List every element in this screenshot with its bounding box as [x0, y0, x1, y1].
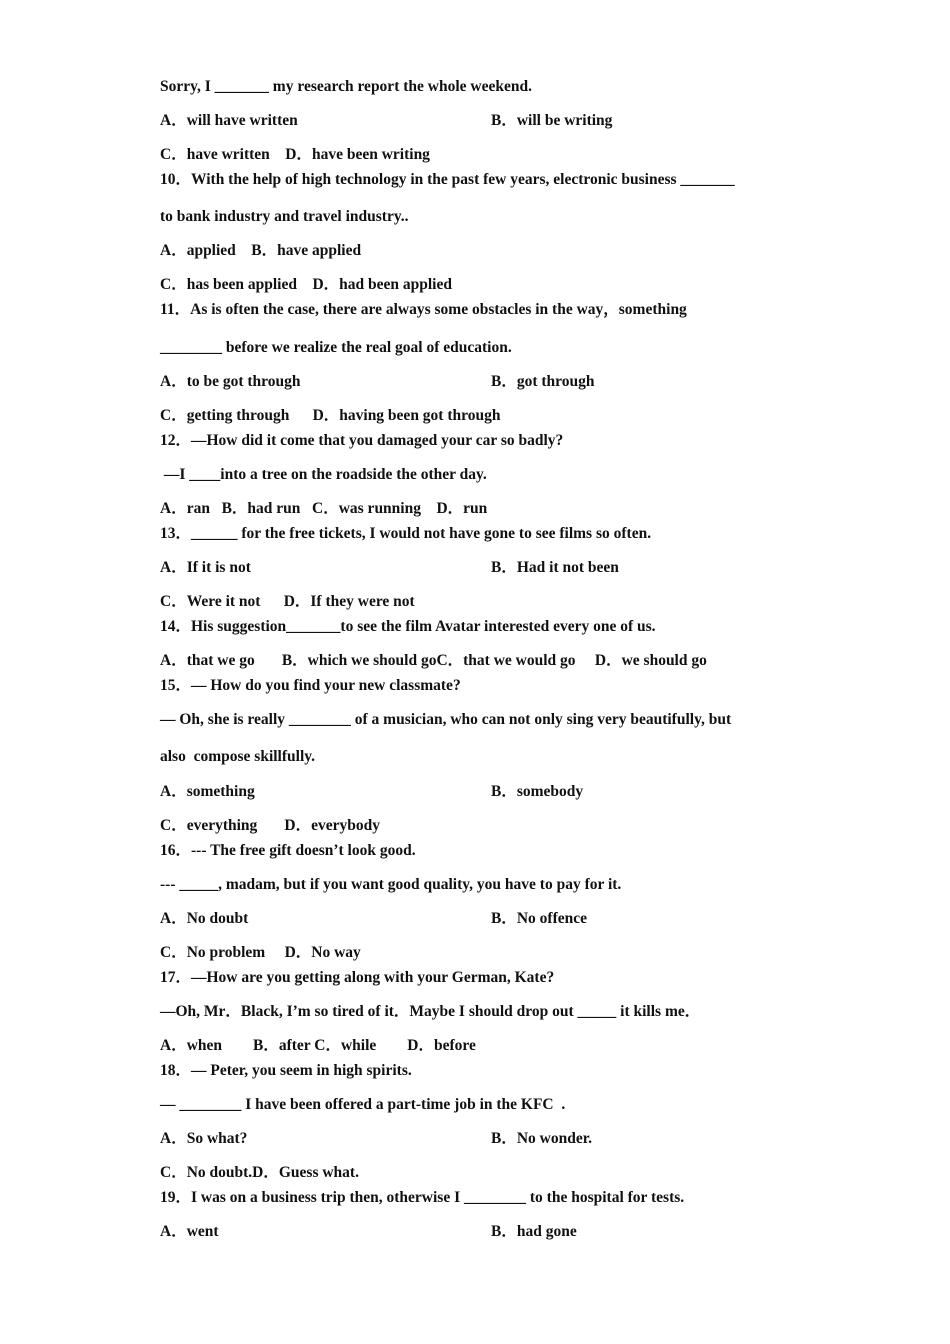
question-19-stem: 19．I was on a business trip then, otherwise I ________ to the hospital for tests. — [160, 1189, 685, 1206]
question-11-option-a: A．to be got through — [160, 373, 301, 390]
question-11-stem: 11．As is often the case, there are always some obstacles in the way，something — [160, 301, 687, 318]
question-16-stem: 16．--- The free gift doesn’t look good. — [160, 842, 416, 859]
question-11-stem-cont: ________ before we realize the real goal of education. — [160, 339, 512, 356]
question-11-options-cd: C．getting through D．having been got through — [160, 407, 501, 424]
question-14-options: A．that we go B．which we should goC．that we would go D．we should go — [160, 652, 707, 669]
question-13-option-a: A．If it is not — [160, 559, 251, 576]
question-15-option-b: B．somebody — [491, 783, 584, 800]
question-13-options-cd: C．Were it not D．If they were not — [160, 593, 415, 610]
question-16-option-a: A．No doubt — [160, 910, 249, 927]
question-18-option-a: A．So what? — [160, 1130, 248, 1147]
question-10-stem: 10．With the help of high technology in the past few years, electronic business _______ — [160, 171, 735, 188]
question-15-stem-cont: — Oh, she is really ________ of a musician, who can not only sing very beautifully, but — [160, 711, 732, 728]
question-15-option-a: A．something — [160, 783, 255, 800]
question-12-options: A．ran B．had run C．was running D．run — [160, 500, 488, 517]
question-19-option-b: B．had gone — [491, 1223, 577, 1240]
question-10-options-cd: C．has been applied D．had been applied — [160, 276, 452, 293]
question-18-stem-cont: — ________ I have been offered a part-time job in the KFC . — [160, 1096, 566, 1113]
question-16-option-b: B．No offence — [491, 910, 587, 927]
question-15-options-cd: C．everything D．everybody — [160, 817, 380, 834]
question-17-stem: 17．—How are you getting along with your German, Kate? — [160, 969, 555, 986]
question-10-stem-cont: to bank industry and travel industry.. — [160, 208, 409, 225]
question-12-stem-cont: —I ____into a tree on the roadside the other day. — [160, 466, 487, 483]
question-17-stem-cont: —Oh, Mr．Black, I’m so tired of it．Maybe I should drop out _____ it kills me． — [160, 1003, 701, 1020]
question-9-option-b: B．will be writing — [491, 112, 613, 129]
question-18-option-b: B．No wonder. — [491, 1130, 593, 1147]
question-9-option-a: A．will have written — [160, 112, 298, 129]
question-11-option-b: B．got through — [491, 373, 595, 390]
question-13-option-b: B．Had it not been — [491, 559, 619, 576]
question-17-options: A．when B．after C．while D．before — [160, 1037, 476, 1054]
question-14-stem: 14．His suggestion_______to see the film Avatar interested every one of us. — [160, 618, 656, 635]
question-10-options-ab: A．applied B．have applied — [160, 242, 362, 259]
question-18-options-cd: C．No doubt.D．Guess what. — [160, 1164, 359, 1181]
question-16-stem-cont: --- _____, madam, but if you want good quality, you have to pay for it. — [160, 876, 622, 893]
question-15-stem: 15．— How do you find your new classmate? — [160, 677, 461, 694]
question-16-options-cd: C．No problem D．No way — [160, 944, 361, 961]
question-12-stem: 12．—How did it come that you damaged your car so badly? — [160, 432, 564, 449]
question-15-stem-cont-2: also compose skillfully. — [160, 748, 316, 765]
question-19-option-a: A．went — [160, 1223, 219, 1240]
question-13-stem: 13．______ for the free tickets, I would not have gone to see films so often. — [160, 525, 652, 542]
question-9-stem: Sorry, I _______ my research report the whole weekend. — [160, 78, 532, 95]
question-9-options-cd: C．have written D．have been writing — [160, 146, 430, 163]
question-18-stem: 18．— Peter, you seem in high spirits. — [160, 1062, 412, 1079]
